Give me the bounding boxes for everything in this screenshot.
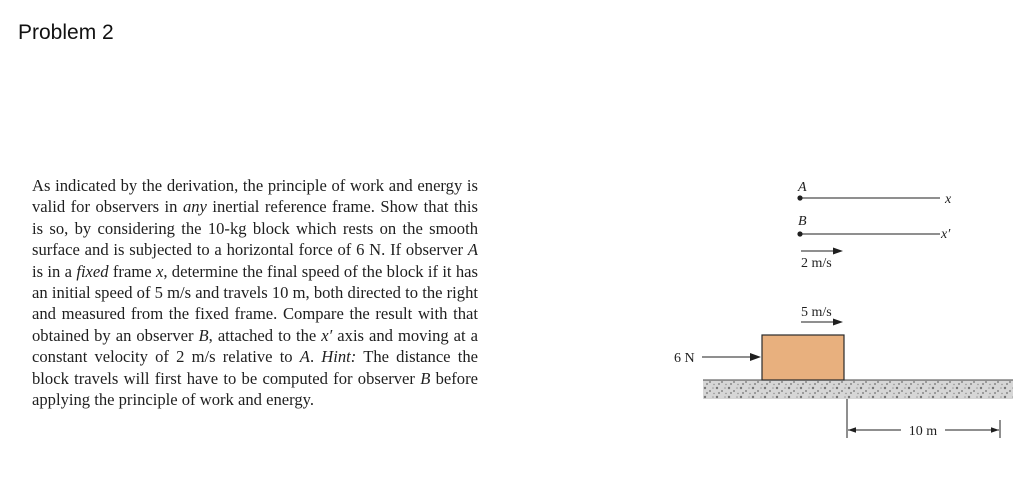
x-prime-axis-label: x′: [941, 227, 951, 242]
force-arrowhead: [750, 353, 761, 361]
dimension-arrowhead-left: [848, 427, 856, 433]
dimension-arrowhead-right: [991, 427, 999, 433]
emphasis-b: B: [420, 368, 431, 388]
ground-surface: [703, 380, 1013, 399]
text-segment: inertial reference frame. Show that this is so, by considering the 10-kg block which rests on the smooth surface and is subjected to a horizontal force of 6 N. If observer: [32, 197, 478, 260]
velocity-block-label: 5 m/s: [801, 305, 832, 320]
emphasis-fixed: fixed: [76, 261, 109, 281]
emphasis-x: x: [155, 261, 164, 281]
text-segment: before applying the principle of work and energy.: [32, 368, 478, 410]
velocity-block-arrowhead: [833, 319, 843, 326]
problem-statement: [32, 175, 478, 410]
emphasis-x-prime: x′: [321, 325, 333, 345]
velocity-b-arrowhead: [833, 248, 843, 255]
text-segment: axis and moving at a constant velocity of 2 m/s relative to: [32, 325, 479, 367]
block: [762, 335, 844, 380]
text-segment: The distance the block travels will first have to be computed for observer: [32, 347, 479, 388]
text-segment: is in a: [32, 261, 77, 281]
problem-figure: [655, 170, 1020, 470]
velocity-b-label: 2 m/s: [801, 256, 832, 271]
emphasis-b: B: [198, 325, 209, 345]
observer-a-label: A: [798, 180, 807, 195]
emphasis-any: any: [182, 197, 207, 217]
text-segment: As indicated by the derivation, the principle of work and energy is valid for observers in: [32, 176, 478, 217]
emphasis-hint: Hint:: [321, 347, 357, 367]
observer-b-label: B: [798, 214, 807, 229]
emphasis-a: A: [299, 347, 310, 367]
distance-label: 10 m: [908, 424, 938, 439]
force-label: 6 N: [674, 351, 695, 366]
problem-title: Problem 2: [18, 21, 114, 44]
text-segment: frame: [108, 261, 156, 281]
text-segment: , determine the final speed of the block if it has an initial speed of 5 m/s and travels 10 m, both directed to the right and measured from the fixed frame. Compare the result with that obtained by an observer: [32, 261, 478, 345]
text-segment: .: [309, 347, 322, 367]
x-axis-label: x: [945, 192, 952, 207]
text-segment: , attached to the: [208, 325, 322, 345]
emphasis-a: A: [467, 240, 478, 260]
